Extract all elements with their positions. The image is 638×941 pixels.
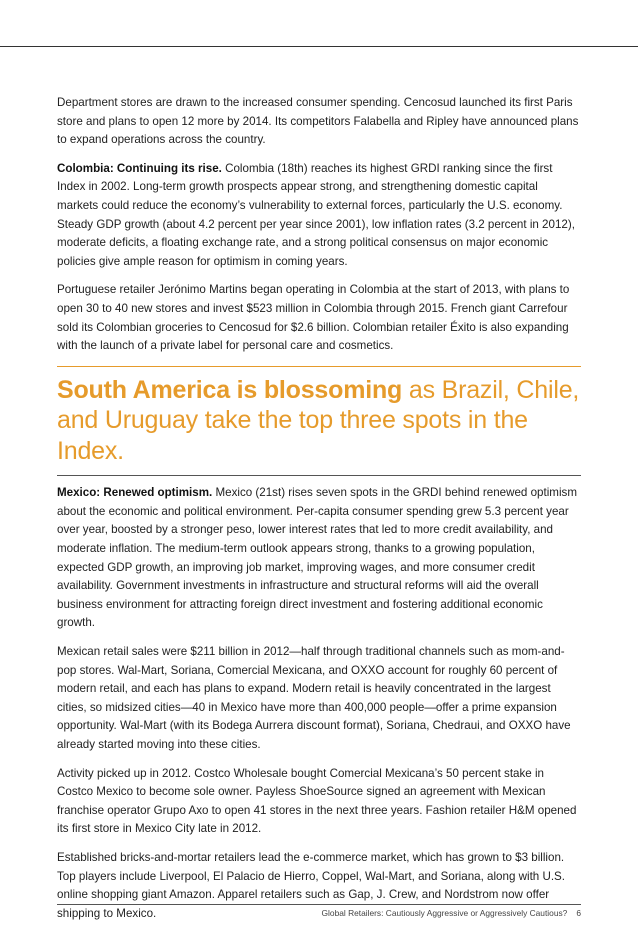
- paragraph-activity-2012: [57, 765, 581, 839]
- footer-rule: [57, 904, 581, 905]
- paragraph-text: Mexican retail sales were $211 billion in 2012—half through traditional channels such as mom-and-pop stores. Wal-Mart, Soriana, Comercial Mexicana, and OXXO account for roughly 60 percent of modern retail, and each has plans to expand. Modern retail is heavily concentrated in the largest cities, so midsized cities—40 in Mexico have more than 400,000 people—offer a prime expansion opportunity. Wal-Mart (with its Bodega Aurrera discount format), Soriana, Chedraui, and OXXO have already started moving into these cities.: [57, 644, 571, 751]
- paragraph-text: Department stores are drawn to the increased consumer spending. Cencosud launched its first Paris store and plans to open 12 more by 2014. Its competitors Falabella and Ripley have announced plans to expand operations across the country.: [57, 96, 579, 147]
- footer-title: Global Retailers: Cautiously Aggressive or Aggressively Cautious?: [321, 908, 568, 918]
- pull-quote-bottom-rule: [57, 475, 581, 476]
- paragraph-text: Portuguese retailer Jerónimo Martins began operating in Colombia at the start of 2013, with plans to open 30 to 40 new stores and invest $523 million in Colombia through 2015. French giant Carrefour sold its Colombian groceries to Cencosud for $2.6 billion. Colombian retailer Éxito is also expanding with the launch of a private label for personal care and cosmetics.: [57, 283, 570, 353]
- paragraph-lead: Colombia: Continuing its rise.: [57, 161, 222, 175]
- paragraph-text: Activity picked up in 2012. Costco Wholesale bought Comercial Mexicana’s 50 percent stake in Costco Mexico to become sole owner. Payless ShoeSource signed an agreement with Mexican franchise operator Grupo Axo to open 41 stores in the next three years. Fashion retailer H&M opened its first store in Mexico City late in 2012.: [57, 766, 577, 836]
- paragraph-text: Established bricks-and-mortar retailers lead the e-commerce market, which has grown to $3 billion. Top players include Liverpool, El Palacio de Hierro, Coppel, Wal-Mart, and Soriana, along with U.S. online shopping giant Amazon. Apparel retailers such as Gap, J. Crew, and Nordstrom now offer shipping to Mexico.: [57, 850, 566, 920]
- pull-quote-bold: South America is blossoming: [57, 375, 403, 404]
- pull-quote-rest: as Brazil, Chile, and Uruguay take the top three spots in the Index.: [57, 375, 580, 465]
- page-footer: [322, 908, 581, 918]
- paragraph-mexico: [57, 484, 581, 633]
- paragraph-colombia: [57, 160, 581, 272]
- paragraph-mexican-retail-sales: [57, 643, 581, 755]
- pull-quote: [57, 375, 581, 467]
- top-rule: [0, 46, 638, 47]
- paragraph-lead: Mexico: Renewed optimism.: [57, 486, 213, 500]
- paragraph-text: Colombia (18th) reaches its highest GRDI ranking since the first Index in 2002. Long-term growth prospects appear strong, and strengthening domestic capital markets could reduce the economy’s vulnerability to external forces, particularly the U.S. economy. Steady GDP growth (about 4.2 percent per year since 2001), low inflation rates (3.2 percent in 2012), moderate deficits, a floating exchange rate, and a strong political consensus on major economic policies give ample reason for optimism in coming years.: [57, 161, 575, 268]
- paragraph-department-stores: [57, 94, 581, 150]
- page-number: 6: [576, 908, 581, 918]
- paragraph-text: Mexico (21st) rises seven spots in the GRDI behind renewed optimism about the economic and political environment. Per-capita consumer spending grew 5.3 percent year over year, boosted by a stronger peso, lower interest rates that led to more credit availability, and moderate inflation. The medium-term outlook appears strong, thanks to a growing population, expected GDP growth, an improving job market, improving wages, and more consumer credit availability. Government investments in infrastructure and structural reforms will aid the overall business environment for attracting foreign direct investment and fostering additional economic growth.: [57, 486, 577, 630]
- paragraph-colombia-retailers: [57, 281, 581, 355]
- pull-quote-top-rule: [57, 366, 581, 367]
- page-body: [57, 94, 581, 933]
